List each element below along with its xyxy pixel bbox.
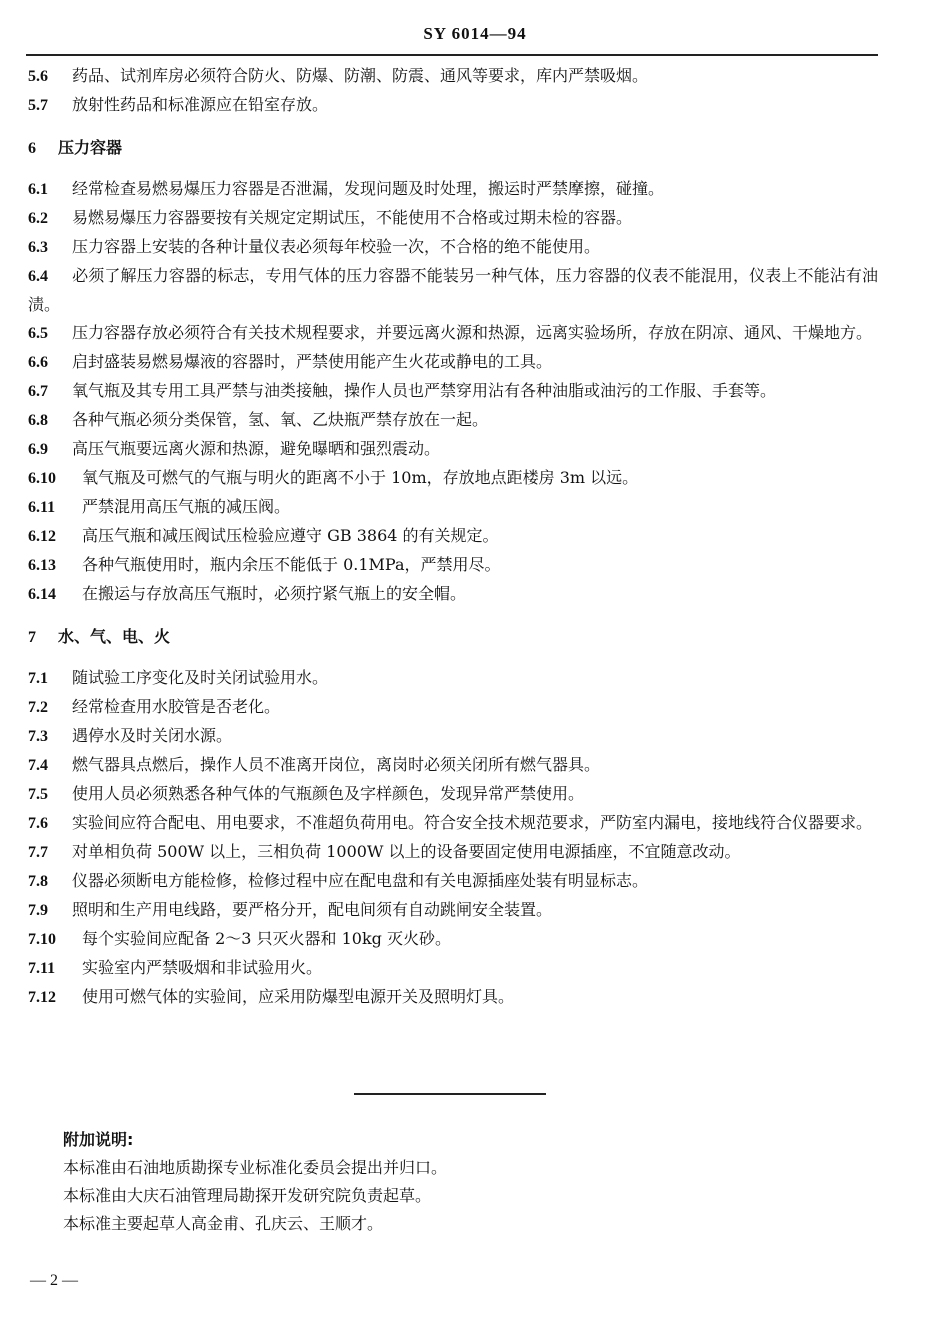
clause [28, 262, 878, 319]
clause [28, 204, 878, 233]
clause-number: 6.5 [28, 325, 48, 342]
clause [28, 406, 878, 435]
clause-number: 7.5 [28, 786, 48, 803]
clause-text: 放射性药品和标准源应在铅室存放。 [72, 95, 329, 114]
clause-text: 仪器必须断电方能检修，检修过程中应在配电盘和有关电源插座处装有明显标志。 [72, 871, 649, 890]
clause-number: 7.11 [28, 960, 56, 977]
clause [28, 722, 878, 751]
clause [28, 925, 878, 954]
clause-number: 7.10 [28, 931, 56, 948]
clause [28, 62, 878, 91]
clause-number: 5.6 [28, 68, 48, 85]
clause-text: 使用可燃气体的实验间，应采用防爆型电源开关及照明灯具。 [82, 987, 515, 1006]
clause-number: 6.12 [28, 528, 56, 545]
clause [28, 91, 878, 120]
clause-number: 5.7 [28, 97, 48, 114]
clause-text: 压力容器上安装的各种计量仪表必须每年校验一次，不合格的绝不能使用。 [72, 237, 601, 256]
clause [28, 954, 878, 983]
clause-text: 各种气瓶使用时，瓶内余压不能低于 0.1MPa，严禁用尽。 [82, 555, 501, 574]
clause-number: 6.8 [28, 412, 48, 429]
clause [28, 664, 878, 693]
end-rule [354, 1093, 546, 1095]
clause [28, 983, 878, 1012]
clause-number: 6.3 [28, 239, 48, 256]
clause-number: 6.14 [28, 586, 56, 603]
clause [28, 435, 878, 464]
additional-notes [63, 1126, 863, 1238]
clause-number: 6.6 [28, 354, 48, 371]
notes-line: 本标准由石油地质勘探专业标准化委员会提出并归口。 [63, 1158, 448, 1177]
clause-text: 在搬运与存放高压气瓶时，必须拧紧气瓶上的安全帽。 [82, 584, 467, 603]
clause [28, 493, 878, 522]
clause [28, 580, 878, 609]
clause-number: 6.1 [28, 181, 48, 198]
clause [28, 896, 878, 925]
clause [28, 464, 878, 493]
clause [28, 751, 878, 780]
clause-text: 燃气器具点燃后，操作人员不准离开岗位，离岗时必须关闭所有燃气器具。 [72, 755, 601, 774]
clause-text: 氧气瓶及可燃气的气瓶与明火的距离不小于 10m，存放地点距楼房 3m 以远。 [82, 468, 639, 487]
clause [28, 522, 878, 551]
section-title: 压力容器 [58, 138, 123, 157]
clause-number: 7.1 [28, 670, 48, 687]
clause-text: 启封盛装易燃易爆液的容器时，严禁使用能产生火花或静电的工具。 [72, 352, 553, 371]
clause [28, 867, 878, 896]
document-body [28, 62, 878, 1012]
clause-text: 每个实验间应配备 2～3 只灭火器和 10kg 灭火砂。 [82, 929, 452, 948]
clause-number: 6.13 [28, 557, 56, 574]
clause-text: 高压气瓶和减压阀试压检验应遵守 GB 3864 的有关规定。 [82, 526, 499, 545]
standard-number: SY 6014—94 [423, 24, 527, 43]
clause-text: 氧气瓶及其专用工具严禁与油类接触，操作人员也严禁穿用沾有各种油脂或油污的工作服、手套等。 [72, 381, 777, 400]
section-heading [28, 134, 878, 163]
clause-text: 对单相负荷 500W 以上，三相负荷 1000W 以上的设备要固定使用电源插座，不宜随意改动。 [72, 842, 741, 861]
clause [28, 233, 878, 262]
clause [28, 377, 878, 406]
clause-text: 随试验工序变化及时关闭试验用水。 [72, 668, 329, 687]
notes-title: 附加说明: [63, 1130, 134, 1149]
clause-number: 6.7 [28, 383, 48, 400]
clause-text: 经常检查易燃易爆压力容器是否泄漏，发现问题及时处理，搬运时严禁摩擦，碰撞。 [72, 179, 665, 198]
clause-number: 7.12 [28, 989, 56, 1006]
clause-number: 7.9 [28, 902, 48, 919]
clause-text: 压力容器存放必须符合有关技术规程要求，并要远离火源和热源，远离实验场所，存放在阴凉、通风、干燥地方。 [72, 323, 873, 342]
clause-number: 7.8 [28, 873, 48, 890]
clause-number: 6.11 [28, 499, 56, 516]
clause-text: 使用人员必须熟悉各种气体的气瓶颜色及字样颜色，发现异常严禁使用。 [72, 784, 585, 803]
clause-number: 6.9 [28, 441, 48, 458]
clause-text: 实验室内严禁吸烟和非试验用火。 [82, 958, 323, 977]
clause-text: 各种气瓶必须分类保管，氢、氧、乙炔瓶严禁存放在一起。 [72, 410, 489, 429]
clause-number: 6.10 [28, 470, 56, 487]
clause [28, 838, 878, 867]
clause-number: 7.6 [28, 815, 48, 832]
clause-number: 6.4 [28, 268, 48, 285]
clause-number: 7.4 [28, 757, 48, 774]
page-number: — 2 — [30, 1272, 78, 1289]
section-heading [28, 623, 878, 652]
clause-text: 经常检查用水胶管是否老化。 [72, 697, 281, 716]
clause-text: 易燃易爆压力容器要按有关规定定期试压，不能使用不合格或过期未检的容器。 [72, 208, 633, 227]
section-number: 6 [28, 140, 36, 157]
clause [28, 319, 878, 348]
clause [28, 693, 878, 722]
clause [28, 348, 878, 377]
clause-number: 7.2 [28, 699, 48, 716]
section-title: 水、气、电、火 [58, 627, 171, 646]
clause-number: 7.3 [28, 728, 48, 745]
clause-number: 6.2 [28, 210, 48, 227]
section-number: 7 [28, 629, 36, 646]
notes-line: 本标准主要起草人高金甫、孔庆云、王顺才。 [63, 1214, 384, 1233]
clause [28, 780, 878, 809]
clause-text: 药品、试剂库房必须符合防火、防爆、防潮、防震、通风等要求，库内严禁吸烟。 [72, 66, 649, 85]
clause-text: 必须了解压力容器的标志，专用气体的压力容器不能装另一种气体，压力容器的仪表不能混用，仪表上不能沾有油渍。 [28, 266, 878, 314]
header-rule [26, 54, 878, 56]
clause-text: 照明和生产用电线路，要严格分开，配电间须有自动跳闸安全装置。 [72, 900, 553, 919]
clause [28, 809, 878, 838]
clause [28, 175, 878, 204]
clause-number: 7.7 [28, 844, 48, 861]
clause [28, 551, 878, 580]
page-header [0, 24, 950, 44]
clause-text: 高压气瓶要远离火源和热源，避免曝晒和强烈震动。 [72, 439, 441, 458]
clause-text: 实验间应符合配电、用电要求，不准超负荷用电。符合安全技术规范要求，严防室内漏电，接地线符合仪器要求。 [72, 813, 873, 832]
clause-text: 严禁混用高压气瓶的减压阀。 [82, 497, 291, 516]
clause-text: 遇停水及时关闭水源。 [72, 726, 233, 745]
notes-line: 本标准由大庆石油管理局勘探开发研究院负责起草。 [63, 1186, 432, 1205]
